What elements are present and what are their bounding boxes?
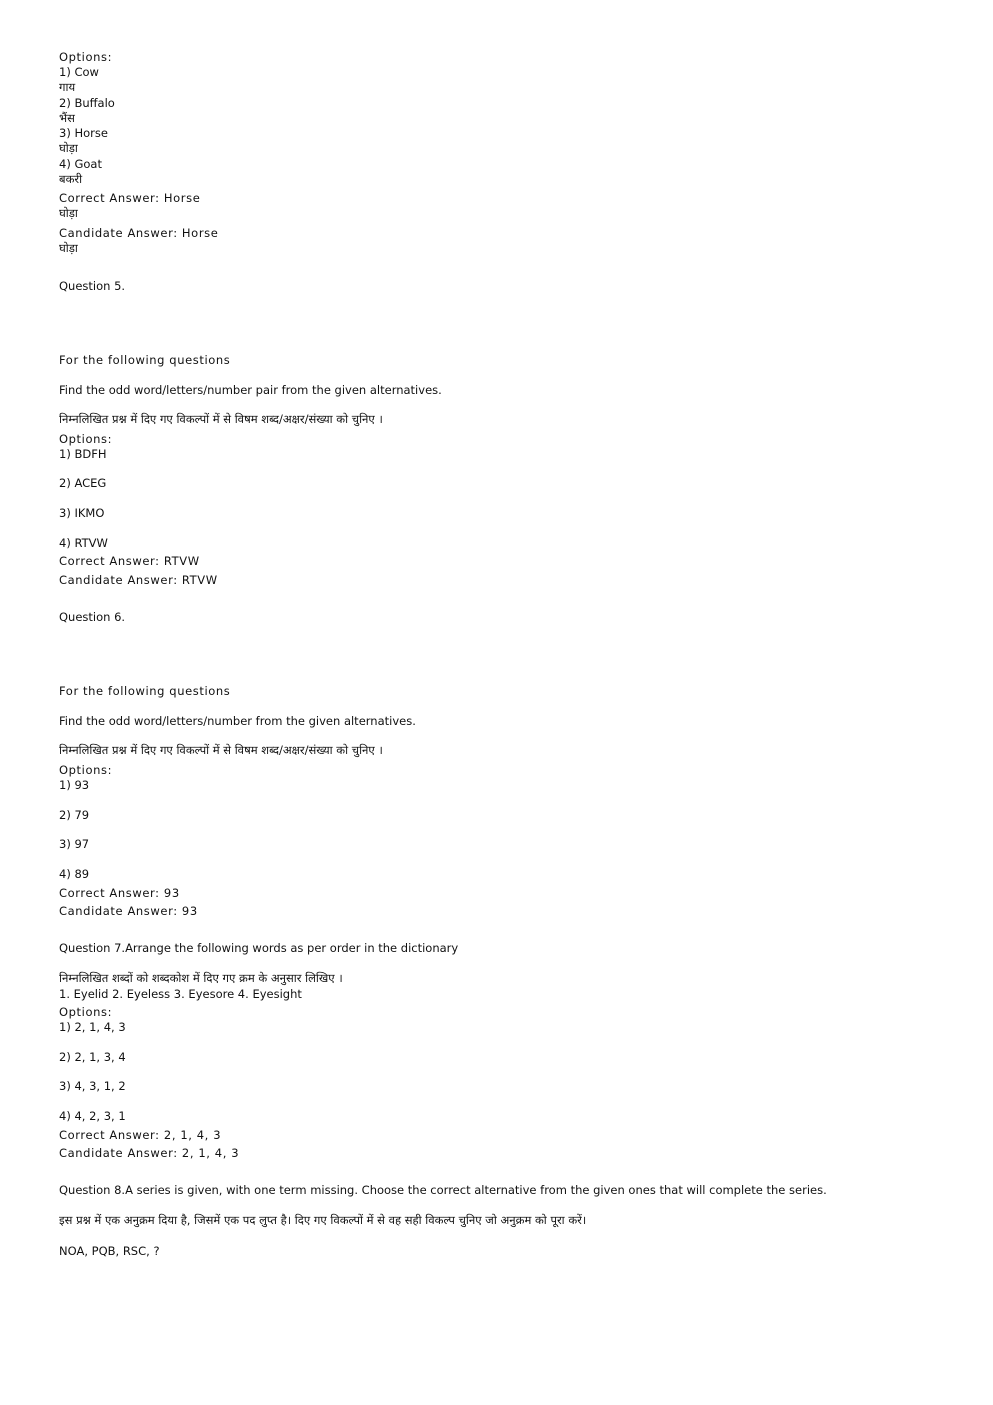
- q7-option-1: 1) 2, 1, 4, 3: [59, 1020, 126, 1034]
- q5-intro: For the following questions: [59, 353, 231, 367]
- q5-text: Find the odd word/letters/number pair from the given alternatives.: [59, 383, 442, 397]
- q6-text-hindi: निम्नलिखित प्रश्न में दिए गए विकल्पों में से विषम शब्द/अक्षर/संख्या को चुनिए ।: [59, 743, 383, 757]
- q4-option-1-hindi: गाय: [59, 80, 76, 94]
- q6-correct-answer: Correct Answer: 93: [59, 886, 180, 900]
- q4-correct-answer: Correct Answer: Horse: [59, 191, 201, 205]
- q6-option-2: 2) 79: [59, 808, 90, 822]
- q6-options-label: Options:: [59, 763, 113, 777]
- q4-option-2: 2) Buffalo: [59, 96, 115, 110]
- q5-option-3: 3) IKMO: [59, 506, 105, 520]
- q7-options-label: Options:: [59, 1005, 113, 1019]
- q5-options-label: Options:: [59, 432, 113, 446]
- q5-option-2: 2) ACEG: [59, 476, 107, 490]
- q6-option-3: 3) 97: [59, 837, 90, 851]
- q4-candidate-answer: Candidate Answer: Horse: [59, 226, 219, 240]
- q6-candidate-answer: Candidate Answer: 93: [59, 904, 198, 918]
- q7-option-2: 2) 2, 1, 3, 4: [59, 1050, 126, 1064]
- q5-title: Question 5.: [59, 279, 126, 293]
- q4-options-label: Options:: [59, 50, 113, 64]
- q5-correct-answer: Correct Answer: RTVW: [59, 554, 200, 568]
- q7-option-3: 3) 4, 3, 1, 2: [59, 1079, 126, 1093]
- q6-intro: For the following questions: [59, 684, 231, 698]
- q6-title: Question 6.: [59, 610, 126, 624]
- q5-text-hindi: निम्नलिखित प्रश्न में दिए गए विकल्पों में से विषम शब्द/अक्षर/संख्या को चुनिए ।: [59, 412, 383, 426]
- q6-option-4: 4) 89: [59, 867, 90, 881]
- q4-correct-answer-hindi: घोड़ा: [59, 206, 78, 220]
- q7-candidate-answer: Candidate Answer: 2, 1, 4, 3: [59, 1146, 240, 1160]
- q4-option-4: 4) Goat: [59, 157, 102, 171]
- q4-option-1: 1) Cow: [59, 65, 99, 79]
- q7-words: 1. Eyelid 2. Eyeless 3. Eyesore 4. Eyesight: [59, 987, 302, 1001]
- q7-option-4: 4) 4, 2, 3, 1: [59, 1109, 126, 1123]
- q7-text-hindi: निम्नलिखित शब्दों को शब्दकोश में दिए गए क्रम के अनुसार लिखिए ।: [59, 971, 343, 985]
- q4-option-3: 3) Horse: [59, 126, 108, 140]
- q4-option-4-hindi: बकरी: [59, 172, 83, 186]
- q7-title: Question 7.Arrange the following words as per order in the dictionary: [59, 941, 459, 955]
- q6-option-1: 1) 93: [59, 778, 90, 792]
- q8-text-hindi: इस प्रश्न में एक अनुक्रम दिया है, जिसमें एक पद लुप्त है। दिए गए विकल्पों में से वह सही विकल्प चुनिए जो अनुक्रम को पूरा करें।: [59, 1213, 587, 1227]
- q5-option-1: 1) BDFH: [59, 447, 107, 461]
- q4-option-2-hindi: भैंस: [59, 111, 75, 125]
- q8-title: Question 8.A series is given, with one term missing. Choose the correct alternative from the given ones that will complete the series.: [59, 1183, 827, 1197]
- q5-candidate-answer: Candidate Answer: RTVW: [59, 573, 218, 587]
- q4-candidate-answer-hindi: घोड़ा: [59, 241, 78, 255]
- q8-series: NOA, PQB, RSC, ?: [59, 1244, 160, 1258]
- q7-correct-answer: Correct Answer: 2, 1, 4, 3: [59, 1128, 222, 1142]
- q6-text: Find the odd word/letters/number from the given alternatives.: [59, 714, 416, 728]
- q4-option-3-hindi: घोड़ा: [59, 141, 78, 155]
- q5-option-4: 4) RTVW: [59, 536, 108, 550]
